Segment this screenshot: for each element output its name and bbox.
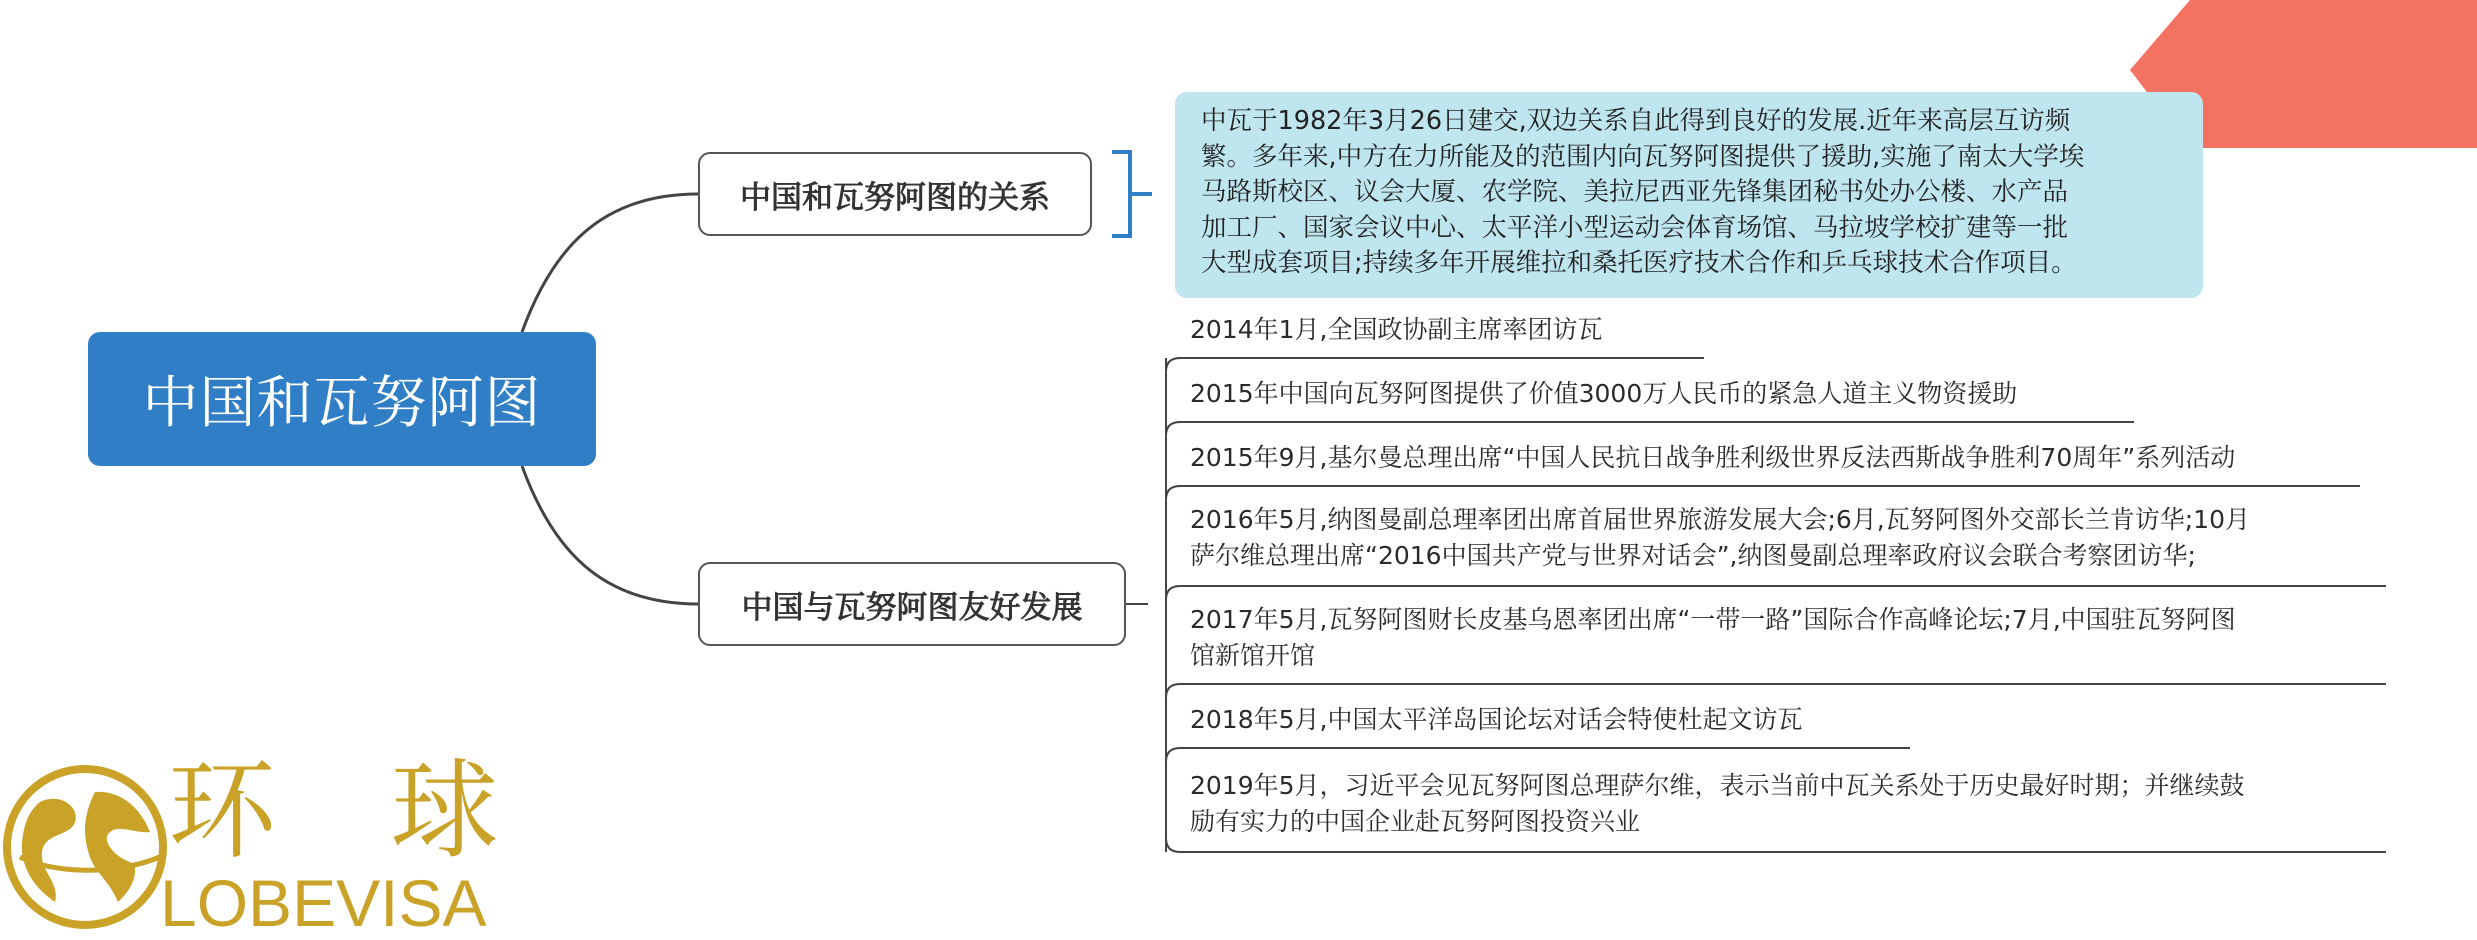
branch-relations [698, 152, 1092, 236]
root-node [88, 332, 596, 466]
event-line: 2014年1月,全国政协副主席率团访瓦 [1190, 315, 1603, 344]
event-line: 2015年9月,基尔曼总理出席“中国人民抗日战争胜利级世界反法西斯战争胜利70周年”系列活动 [1190, 443, 2236, 472]
event-line: 励有实力的中国企业赴瓦努阿图投资兴业 [1190, 807, 1641, 836]
branch-label: 中国与瓦努阿图友好发展 [741, 589, 1083, 626]
event-line: 萨尔维总理出席“2016中国共产党与世界对话会”,纳图曼副总理率政府议会联合考察团访华; [1190, 541, 2196, 570]
event-item [1190, 312, 1602, 348]
info-line: 大型成套项目;持续多年开展维拉和桑托医疗技术合作和乒乓球技术合作项目。 [1201, 248, 2077, 278]
info-line: 马路斯校区、议会大厦、农学院、美拉尼西亚先锋集团秘书处办公楼、水产品 [1201, 177, 2069, 207]
relations-info-box [1175, 92, 2203, 298]
event-item [1190, 768, 2245, 840]
event-item [1190, 376, 2017, 412]
event-item [1190, 502, 2250, 574]
logo-chinese-text: 环 球 [168, 749, 539, 874]
event-item [1190, 602, 2236, 674]
event-line: 2016年5月,纳图曼副总理率团出席首届世界旅游发展大会;6月,瓦努阿图外交部长兰肯访华;10月 [1190, 505, 2250, 534]
event-line: 2015年中国向瓦努阿图提供了价值3000万人民币的紧急人道主义物资援助 [1190, 379, 2018, 408]
event-line: 馆新馆开馆 [1190, 641, 1316, 670]
event-line: 2017年5月,瓦努阿图财长皮基乌恩率团出席“一带一路”国际合作高峰论坛;7月,中国驻瓦努阿图 [1190, 605, 2236, 634]
event-line: 2019年5月，习近平会见瓦努阿图总理萨尔维，表示当前中瓦关系处于历史最好时期；并继续鼓 [1190, 771, 2245, 800]
branch-label: 中国和瓦努阿图的关系 [740, 179, 1050, 216]
root-label: 中国和瓦努阿图 [142, 371, 542, 436]
info-line: 加工厂、国家会议中心、太平洋小型运动会体育场馆、马拉坡学校扩建等一批 [1201, 212, 2069, 243]
branch-friendship [698, 562, 1126, 646]
event-line: 2018年5月,中国太平洋岛国论坛对话会特使杜起文访瓦 [1190, 705, 1803, 734]
logo-english-text: LOBEVISA [160, 866, 487, 940]
globe-logo-icon [0, 762, 170, 932]
event-item [1190, 440, 2235, 476]
event-item [1190, 702, 1802, 738]
info-line: 中瓦于1982年3月26日建交,双边关系自此得到良好的发展.近年来高层互访频 [1201, 106, 2071, 136]
info-line: 繁。多年来,中方在力所能及的范围内向瓦努阿图提供了援助,实施了南太大学埃 [1201, 141, 2085, 172]
